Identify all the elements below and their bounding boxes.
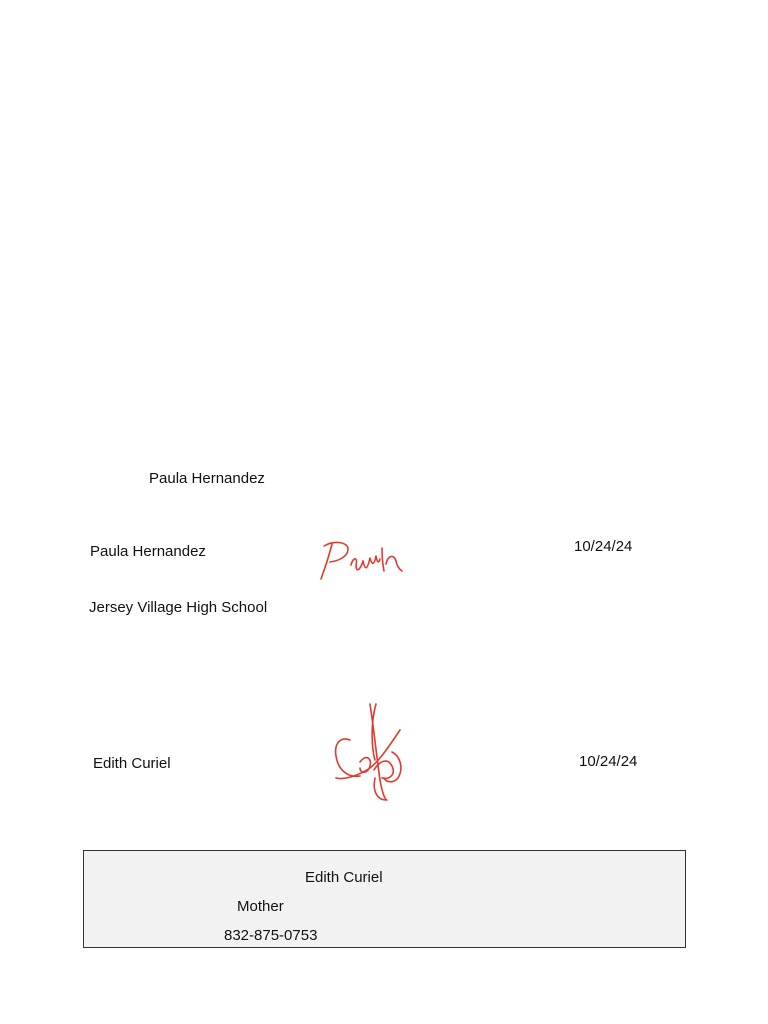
guardian-name: Edith Curiel: [305, 869, 383, 886]
guardian-relationship: Mother: [237, 898, 284, 915]
guardian-contact-box: [83, 850, 686, 948]
student-name-top: Paula Hernandez: [149, 470, 265, 487]
school-name: Jersey Village High School: [89, 599, 268, 616]
parent-signature-date: 10/24/24: [579, 753, 638, 770]
guardian-phone: 832-875-0753: [224, 927, 318, 944]
parent-signature-icon: [330, 700, 410, 805]
student-signature-icon: [318, 538, 408, 583]
student-signature-date: 10/24/24: [574, 538, 633, 555]
parent-printed-name: Edith Curiel: [93, 755, 171, 772]
student-printed-name: Paula Hernandez: [90, 543, 206, 560]
